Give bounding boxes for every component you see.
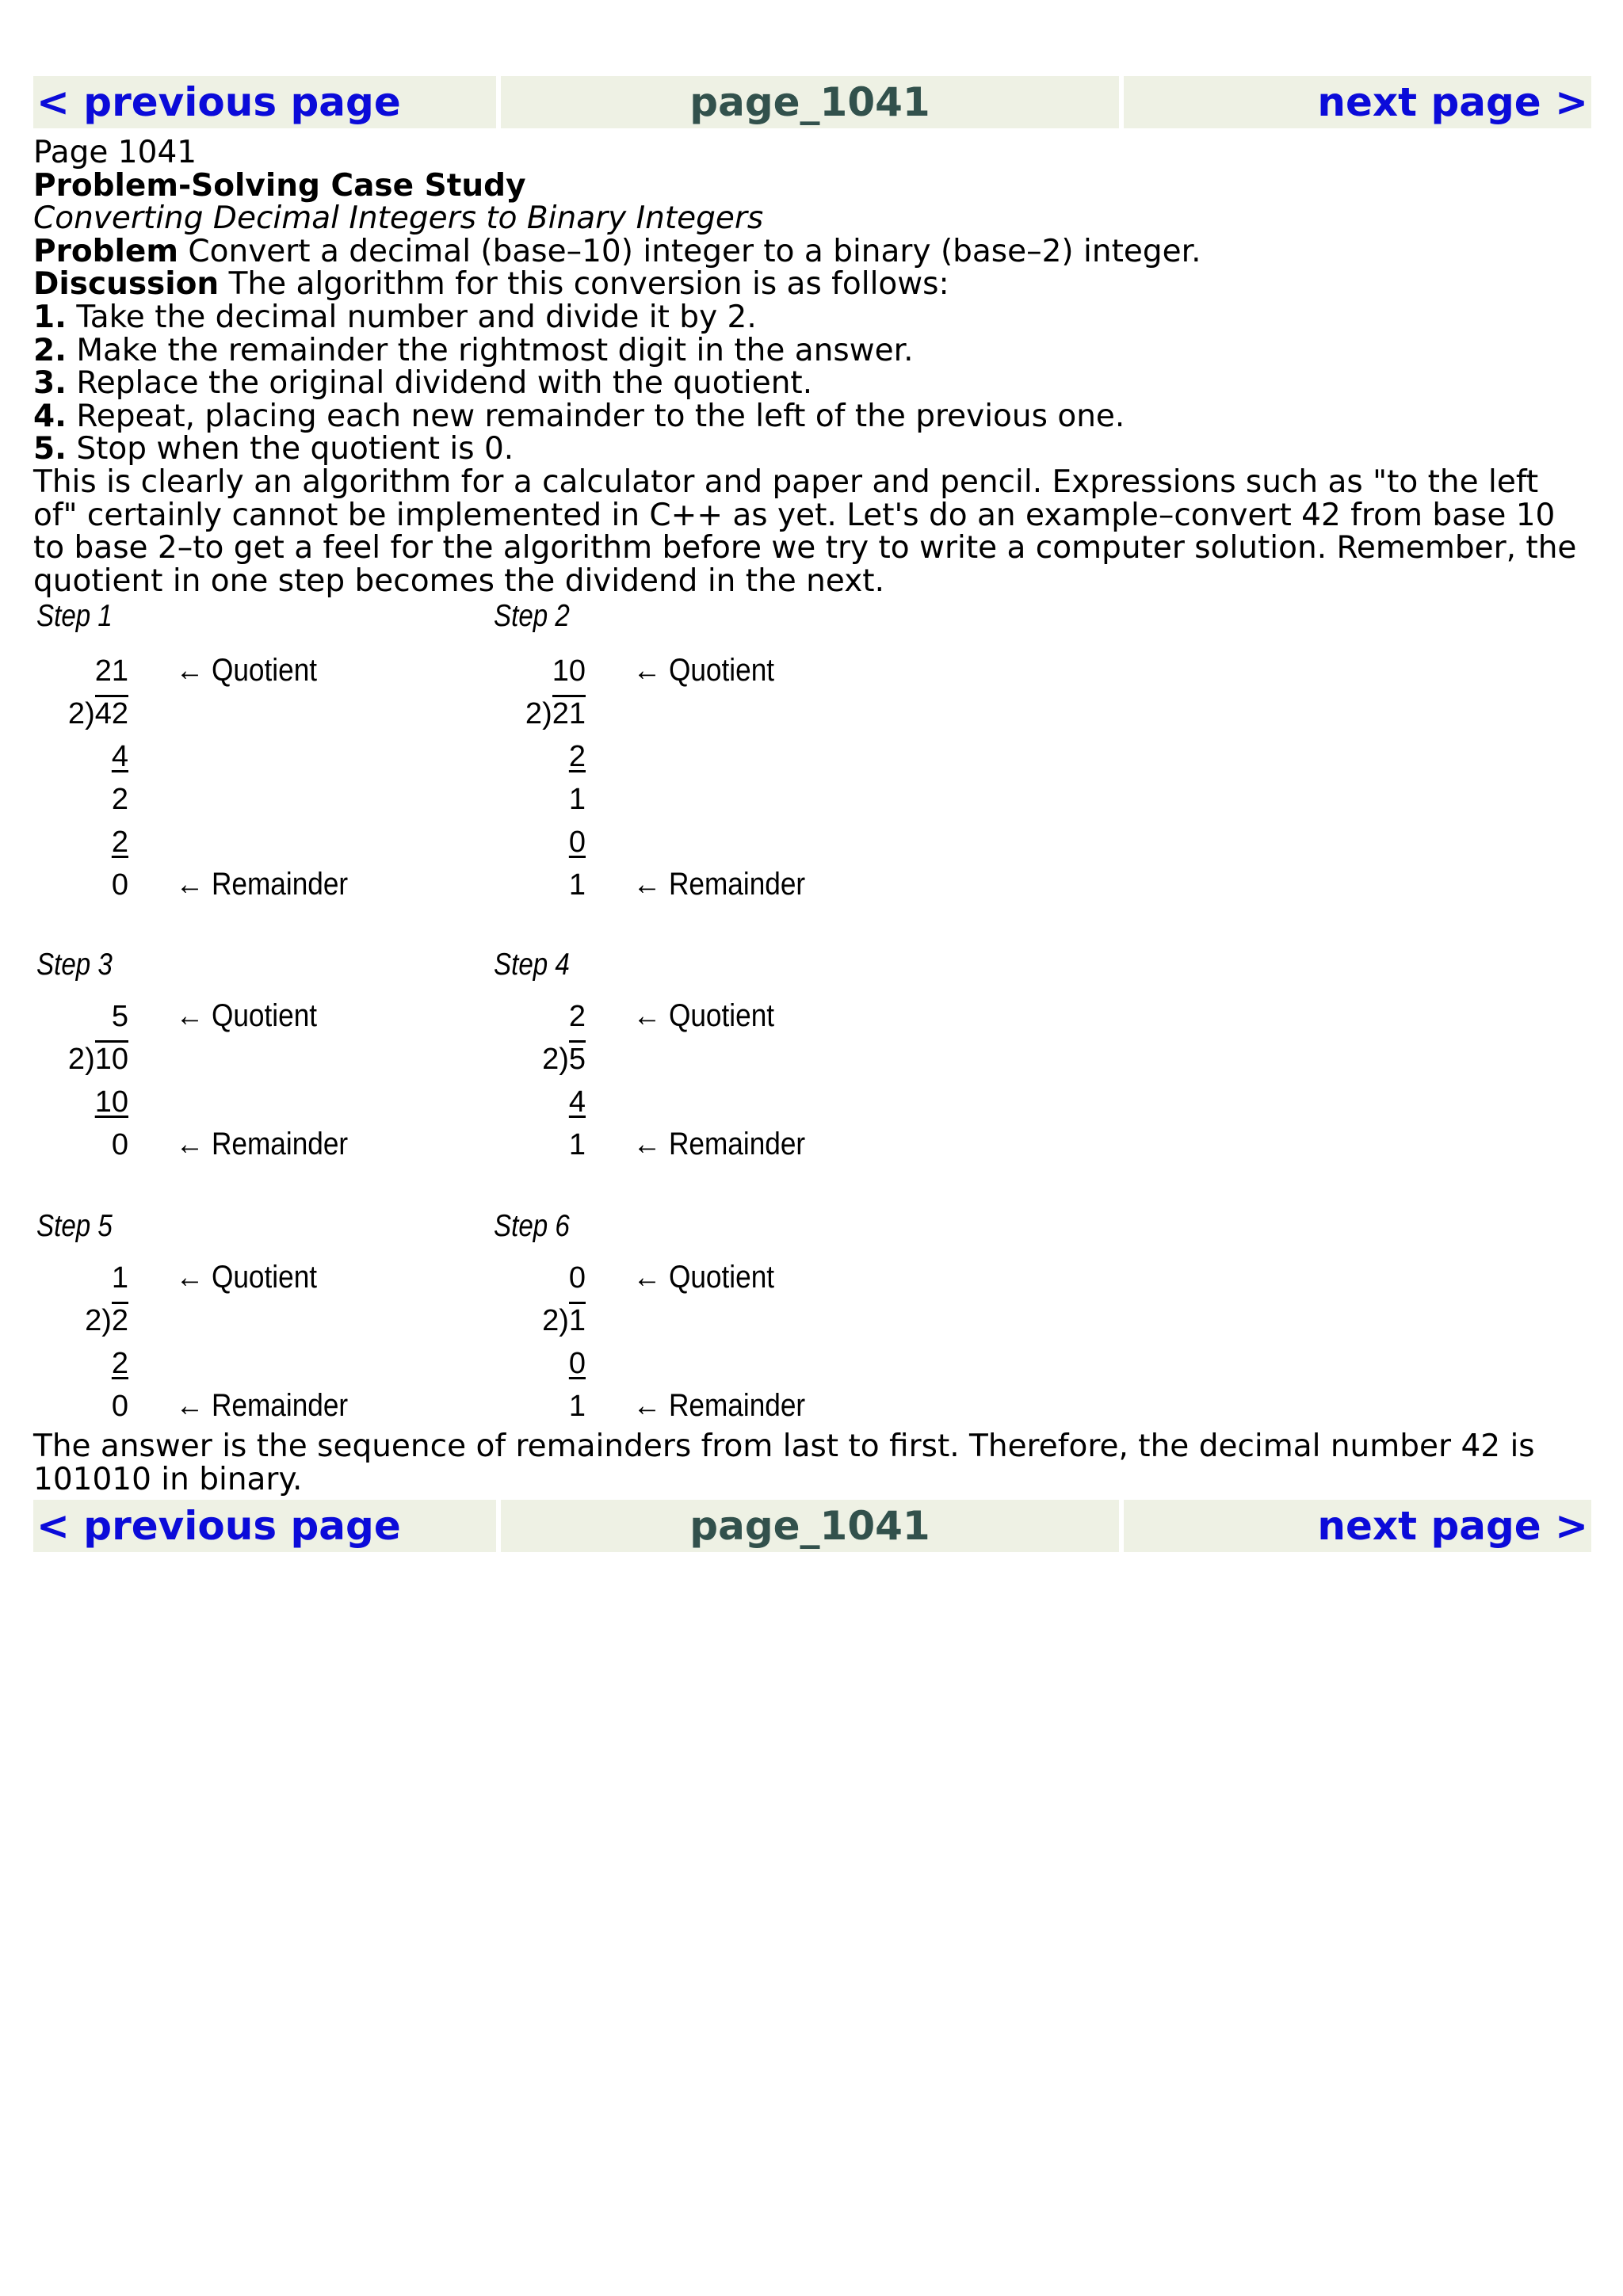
step-title: Step 1: [36, 599, 113, 634]
algorithm-step: [33, 367, 1591, 400]
remainder-label: ← Remainder: [633, 1127, 806, 1162]
division-step: [491, 599, 934, 902]
explanation-paragraph: This is clearly an algorithm for a calculator and paper and pencil. Expressions such as "to the left of" certainly cannot be implemented in C++ as yet. Let's do an example–convert 42 from base 10 to base 2–to get a feel for the algorithm before we try to write a computer solution. Remember, the quotient in one step becomes the dividend in the next.: [33, 463, 1577, 599]
previous-page-cell: [33, 1500, 496, 1552]
quotient-value: 10: [552, 654, 586, 688]
quotient-value: 1: [111, 1261, 128, 1295]
quotient-value: 5: [111, 1000, 128, 1034]
quotient-label: ← Quotient: [176, 1260, 318, 1295]
section-heading: Problem-Solving Case Study: [33, 167, 526, 204]
bottom-navigation-bar: [33, 1500, 1591, 1552]
problem-text: Convert a decimal (base–10) integer to a binary (base–2) integer.: [178, 233, 1201, 269]
previous-page-link[interactable]: < previous page: [36, 1502, 401, 1549]
page-number-label: Page 1041: [33, 135, 197, 170]
next-page-cell: [1124, 1500, 1591, 1552]
division-step: [491, 949, 934, 1203]
dividend-value: 42: [95, 695, 128, 730]
previous-page-cell: [33, 76, 496, 128]
divisor-value: 2: [67, 1043, 86, 1077]
quotient-label: ← Quotient: [633, 998, 775, 1034]
remainder-label: ← Remainder: [633, 867, 806, 902]
divisor-dividend: 2)21: [491, 697, 586, 731]
algorithm-step: [33, 301, 1591, 334]
division-step: [491, 1211, 934, 1464]
divisor-value: 2: [525, 697, 543, 731]
subtraction-line: 4: [568, 1085, 586, 1119]
step-title: Step 4: [494, 948, 570, 982]
algorithm-step: [33, 433, 1591, 466]
dividend-value: 10: [95, 1040, 128, 1076]
step-number: 5.: [33, 431, 67, 467]
division-step: [33, 599, 477, 902]
divisor-dividend: 2)2: [33, 1304, 128, 1338]
remainder-label: ← Remainder: [176, 1388, 349, 1424]
top-navigation-bar: [33, 76, 1591, 128]
step-text: Take the decimal number and divide it by 2.: [66, 299, 757, 335]
subtraction-line: 10: [94, 1085, 128, 1119]
step-title: Step 2: [494, 599, 570, 634]
subtraction-line: 1: [568, 783, 586, 817]
dividend-value: 5: [569, 1040, 586, 1076]
page-id-label: page_1041: [501, 1500, 1119, 1552]
remainder-value: 1: [568, 1390, 586, 1424]
step-number: 2.: [33, 332, 67, 368]
divisor-dividend: 2)42: [33, 697, 128, 731]
quotient-value: 2: [568, 1000, 586, 1034]
quotient-value: 0: [568, 1261, 586, 1295]
divisor-dividend: 2)1: [491, 1304, 586, 1338]
remainder-label: ← Remainder: [176, 867, 349, 902]
previous-page-link[interactable]: < previous page: [36, 79, 401, 125]
remainder-value: 0: [111, 1128, 128, 1162]
step-text: Stop when the quotient is 0.: [66, 431, 514, 467]
step-title: Step 5: [36, 1209, 113, 1244]
divisor-dividend: 2)10: [33, 1043, 128, 1077]
problem-label: Problem: [33, 233, 178, 269]
discussion-label: Discussion: [33, 266, 220, 303]
next-page-cell: [1124, 76, 1591, 128]
next-page-link[interactable]: next page >: [1317, 79, 1588, 125]
remainder-label: ← Remainder: [176, 1127, 349, 1162]
divisor-value: 2: [67, 697, 86, 731]
quotient-label: ← Quotient: [176, 998, 318, 1034]
discussion-text: The algorithm for this conversion is as follows:: [219, 266, 949, 303]
discussion-paragraph: [33, 268, 1591, 301]
divisor-value: 2: [542, 1043, 559, 1077]
subtraction-line: 2: [568, 740, 586, 774]
dividend-value: 2: [112, 1302, 128, 1337]
division-step: [33, 949, 477, 1203]
problem-paragraph: [33, 235, 1591, 269]
step-text: Replace the original dividend with the quotient.: [66, 365, 813, 402]
page-content: [33, 76, 1591, 1552]
article-body: [33, 136, 1591, 597]
quotient-label: ← Quotient: [633, 1260, 775, 1295]
subtraction-line: 0: [568, 1347, 586, 1381]
algorithm-step: [33, 400, 1591, 433]
division-step: [33, 1211, 477, 1464]
subtraction-line: 2: [111, 783, 128, 817]
remainder-value: 0: [111, 1390, 128, 1424]
dividend-value: 21: [552, 695, 586, 730]
step-number: 1.: [33, 299, 67, 335]
subtraction-line: 2: [111, 1347, 128, 1381]
step-number: 4.: [33, 398, 67, 434]
subtraction-line: 0: [568, 826, 586, 860]
divisor-dividend: 2)5: [491, 1043, 586, 1077]
quotient-label: ← Quotient: [176, 653, 318, 688]
step-title: Step 3: [36, 948, 113, 982]
remainder-value: 0: [111, 868, 128, 902]
divisor-value: 2: [85, 1304, 102, 1338]
step-text: Make the remainder the rightmost digit in the answer.: [66, 332, 914, 368]
step-title: Step 6: [494, 1209, 570, 1244]
quotient-label: ← Quotient: [633, 653, 775, 688]
remainder-value: 1: [568, 868, 586, 902]
quotient-value: 21: [94, 654, 128, 688]
step-number: 3.: [33, 365, 67, 402]
section-subheading: Converting Decimal Integers to Binary Integers: [33, 200, 764, 237]
remainder-label: ← Remainder: [633, 1388, 806, 1424]
next-page-link[interactable]: next page >: [1317, 1502, 1588, 1549]
divisor-value: 2: [542, 1304, 559, 1338]
algorithm-step: [33, 334, 1591, 368]
dividend-value: 1: [569, 1302, 586, 1337]
long-division-figure: [33, 601, 937, 1432]
conclusion-paragraph: The answer is the sequence of remainders from last to first. Therefore, the decimal number 42 is 101010 in binary.: [33, 1428, 1535, 1497]
subtraction-line: 4: [111, 740, 128, 774]
page-id-label: page_1041: [501, 76, 1119, 128]
step-text: Repeat, placing each new remainder to the left of the previous one.: [66, 398, 1125, 434]
remainder-value: 1: [568, 1128, 586, 1162]
subtraction-line: 2: [111, 826, 128, 860]
